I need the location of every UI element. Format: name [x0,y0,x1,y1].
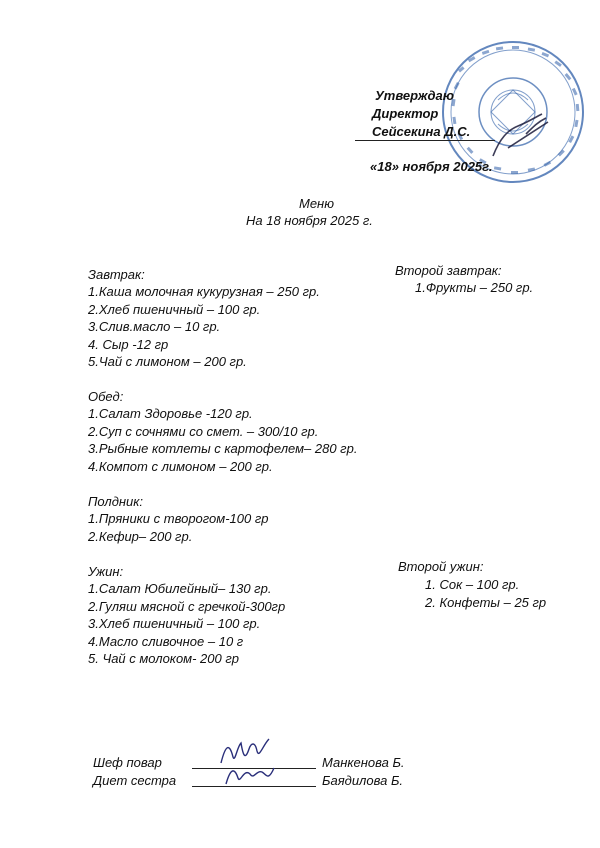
list-item: 1.Каша молочная кукурузная – 250 гр. [88,284,320,299]
list-item: 4.Компот с лимоном – 200 гр. [88,458,273,474]
nurse-handwritten-signature [222,760,278,790]
snack-title: Полдник: [88,494,144,509]
dinner-title: Ужин: [88,564,124,579]
list-item: 2. Конфеты – 25 гр [425,594,547,610]
snack-list [88,510,268,545]
lunch-title: Обед: [88,389,124,404]
list-item: 3.Хлеб пшеничный – 100 гр. [88,616,261,631]
page-subtitle: На 18 ноября 2025 г. [246,213,373,228]
list-item: 2.Суп с сочнями со смет. – 300/10 гр. [88,423,319,439]
approval-signature-line [355,140,495,141]
approval-approve: Утверждаю [375,88,454,103]
chef-name: Манкенова Б. [322,755,405,770]
nurse-name: Баядилова Б. [322,773,404,788]
list-item: 1.Салат Здоровье -120 гр. [88,406,253,421]
list-item: 3.Рыбные котлеты с картофелем– 280 гр. [88,441,358,456]
approval-date: «18» ноября 2025г. [370,159,493,174]
breakfast-title: Завтрак: [88,267,145,282]
page-title: Меню [299,196,334,211]
chef-label: Шеф повар [93,755,162,770]
list-item: 5.Чай с лимоном – 200 гр. [88,354,247,369]
list-item: 1.Пряники с творогом-100 гр [88,511,269,526]
second-dinner-list [425,576,546,611]
list-item: 1. Сок – 100 гр. [425,577,520,592]
lunch-list [88,405,357,475]
list-item: 4.Масло сливочное – 10 г [88,633,244,649]
nurse-label: Диет сестра [93,773,177,788]
list-item: 3.Слив.масло – 10 гр. [88,319,221,334]
second-breakfast-list [415,279,533,297]
list-item: 1.Фрукты – 250 гр. [415,280,534,295]
breakfast-list [88,283,320,371]
dinner-list [88,580,285,668]
list-item: 2.Гуляш мясной с гречкой-300гр [88,598,286,614]
list-item: 1.Салат Юбилейный– 130 гр. [88,581,272,596]
second-breakfast-title: Второй завтрак: [395,263,502,278]
list-item: 4. Сыр -12 гр [88,336,169,352]
list-item: 2.Хлеб пшеничный – 100 гр. [88,301,261,317]
approval-director-name: Сейсекина Д.С. [372,124,471,139]
second-dinner-title: Второй ужин: [398,559,484,574]
list-item: 5. Чай с молоком- 200 гр [88,651,239,666]
list-item: 2.Кефир– 200 гр. [88,528,193,544]
approval-position: Директор [372,106,439,121]
